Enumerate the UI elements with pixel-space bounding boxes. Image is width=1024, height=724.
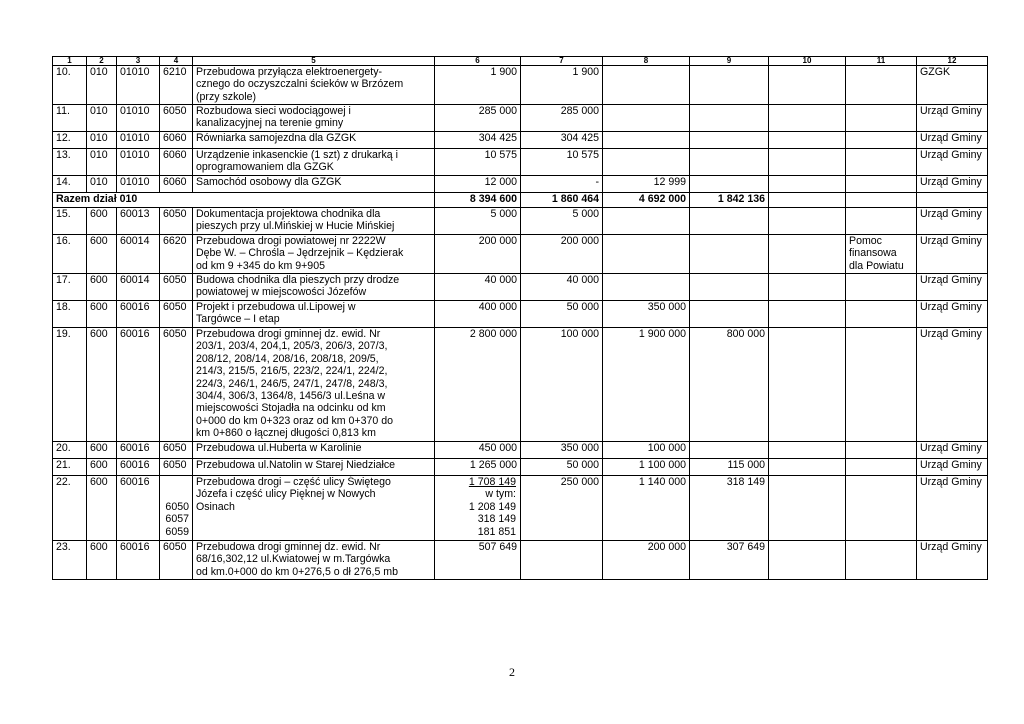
row-number: 18. — [53, 301, 87, 328]
paragraf-cell: 6050 6057 6059 — [160, 476, 193, 541]
table-row — [53, 208, 988, 235]
amount-cell: Urząd Gminy — [917, 132, 988, 149]
amount-cell: Urząd Gminy — [917, 459, 988, 476]
amount-cell: 350 000 — [603, 301, 690, 328]
amount-cell: 800 000 — [690, 328, 769, 442]
amount-cell: Urząd Gminy — [917, 541, 988, 580]
amount-cell — [603, 66, 690, 105]
amount-cell — [769, 176, 846, 193]
total-label: Razem dział 010 — [53, 193, 435, 208]
amount-cell: 200 000 — [521, 235, 603, 274]
amount-cell: 10 575 — [521, 149, 603, 176]
table-row — [53, 235, 988, 274]
column-number: 6 — [435, 57, 521, 66]
paragraf-cell: 6050 — [160, 442, 193, 459]
amount-cell: Urząd Gminy — [917, 476, 988, 541]
amount-cell: 40 000 — [521, 274, 603, 301]
amount-cell — [846, 301, 917, 328]
amount-cell: 100 000 — [521, 328, 603, 442]
amount-cell: 307 649 — [690, 541, 769, 580]
amount-cell: 318 149 — [690, 476, 769, 541]
amount-cell — [690, 274, 769, 301]
amount-cell: Urząd Gminy — [917, 301, 988, 328]
amount-cell — [846, 149, 917, 176]
amount-cell: Urząd Gminy — [917, 105, 988, 132]
total-row — [53, 193, 988, 208]
amount-cell: 12 999 — [603, 176, 690, 193]
column-number: 12 — [917, 57, 988, 66]
table-row — [53, 459, 988, 476]
amount-cell: 1 100 000 — [603, 459, 690, 476]
amount-cell — [603, 208, 690, 235]
row-number: 21. — [53, 459, 87, 476]
amount-cell — [603, 235, 690, 274]
row-number: 17. — [53, 274, 87, 301]
amount-cell: 50 000 — [521, 301, 603, 328]
column-number: 5 — [193, 57, 435, 66]
amount-cell — [769, 66, 846, 105]
total-amount: 4 692 000 — [603, 193, 690, 208]
rozdzial-cell: 01010 — [117, 149, 160, 176]
row-number: 22. — [53, 476, 87, 541]
table-row — [53, 274, 988, 301]
amount-cell: 507 649 — [435, 541, 521, 580]
paragraf-cell: 6060 — [160, 176, 193, 193]
column-number: 10 — [769, 57, 846, 66]
dzial-cell: 600 — [87, 301, 117, 328]
amount-cell: Urząd Gminy — [917, 176, 988, 193]
empty-cell — [769, 193, 846, 208]
task-name-cell: Projekt i przebudowa ul.Lipowej w Targówce – I etap — [193, 301, 435, 328]
amount-cell: 304 425 — [435, 132, 521, 149]
task-name-cell: Równiarka samojezdna dla GZGK — [193, 132, 435, 149]
rozdzial-cell: 60013 — [117, 208, 160, 235]
amount-cell — [846, 476, 917, 541]
rozdzial-cell: 60016 — [117, 442, 160, 459]
table-row — [53, 105, 988, 132]
row-number: 23. — [53, 541, 87, 580]
amount-cell — [846, 459, 917, 476]
rozdzial-cell: 60014 — [117, 235, 160, 274]
empty-cell — [846, 193, 917, 208]
amount-cell: 5 000 — [435, 208, 521, 235]
amount-cell — [769, 442, 846, 459]
total-amount: 1 860 464 — [521, 193, 603, 208]
amount-cell: 2 800 000 — [435, 328, 521, 442]
amount-cell — [769, 132, 846, 149]
amount-cell — [690, 105, 769, 132]
dzial-cell: 010 — [87, 105, 117, 132]
row-number: 20. — [53, 442, 87, 459]
row-number: 14. — [53, 176, 87, 193]
rozdzial-cell: 60016 — [117, 459, 160, 476]
amount-total: 1 708 149 — [468, 476, 516, 488]
task-name-cell: Dokumentacja projektowa chodnika dla pieszych przy ul.Mińskiej w Hucie Mińskiej — [193, 208, 435, 235]
dzial-cell: 600 — [87, 476, 117, 541]
table-row — [53, 149, 988, 176]
amount-cell: 115 000 — [690, 459, 769, 476]
total-amount: 8 394 600 — [435, 193, 521, 208]
amount-cell: 10 575 — [435, 149, 521, 176]
rozdzial-cell: 60014 — [117, 274, 160, 301]
task-name-cell: Rozbudowa sieci wodociągowej i kanalizacyjnej na terenie gminy — [193, 105, 435, 132]
rozdzial-cell: 60016 — [117, 476, 160, 541]
amount-cell — [435, 476, 521, 541]
rozdzial-cell: 01010 — [117, 132, 160, 149]
rozdzial-cell: 01010 — [117, 176, 160, 193]
amount-cell — [846, 208, 917, 235]
amount-cell — [769, 149, 846, 176]
amount-cell — [603, 105, 690, 132]
amount-cell: 100 000 — [603, 442, 690, 459]
dzial-cell: 600 — [87, 208, 117, 235]
dzial-cell: 600 — [87, 442, 117, 459]
column-number-header — [53, 57, 988, 66]
page-number: 2 — [509, 665, 515, 679]
amount-cell — [603, 274, 690, 301]
column-number: 4 — [160, 57, 193, 66]
row-number: 12. — [53, 132, 87, 149]
row-number: 19. — [53, 328, 87, 442]
amount-cell — [769, 328, 846, 442]
amount-cell — [846, 176, 917, 193]
column-number: 11 — [846, 57, 917, 66]
amount-cell: Urząd Gminy — [917, 235, 988, 274]
amount-cell — [769, 476, 846, 541]
column-number: 2 — [87, 57, 117, 66]
amount-cell: Urząd Gminy — [917, 442, 988, 459]
amount-cell: 285 000 — [435, 105, 521, 132]
total-amount: 1 842 136 — [690, 193, 769, 208]
amount-cell — [690, 66, 769, 105]
amount-cell — [846, 66, 917, 105]
amount-cell — [846, 328, 917, 442]
amount-cell — [690, 149, 769, 176]
amount-cell — [769, 301, 846, 328]
amount-cell: GZGK — [917, 66, 988, 105]
amount-cell: Urząd Gminy — [917, 328, 988, 442]
paragraf-cell: 6050 — [160, 301, 193, 328]
dzial-cell: 600 — [87, 459, 117, 476]
amount-cell — [690, 235, 769, 274]
paragraf-cell: 6620 — [160, 235, 193, 274]
paragraf-cell: 6050 — [160, 328, 193, 442]
dzial-cell: 600 — [87, 541, 117, 580]
column-number: 8 — [603, 57, 690, 66]
rozdzial-cell: 60016 — [117, 541, 160, 580]
table-row — [53, 176, 988, 193]
amount-cell: 200 000 — [435, 235, 521, 274]
amount-cell — [690, 442, 769, 459]
amount-cell — [846, 105, 917, 132]
task-name-cell: Przebudowa drogi gminnej dz. ewid. Nr 203/1, 203/4, 204,1, 205/3, 206/3, 207/3, 208/12, 208/14, 208/16, 208/18, 209/5, 214/3, 215/5, 216/5, 223/2, 224/1, 224/2, 224/3, 246/1, 246/5, 247/1, 247/8, 248/3, 304/4, 306/3, 1364/8, 1456/3 ul.Leśna w miejscowości Stojadła na odcinku od km 0+000 do km 0+323 oraz od km 0+370 do km 0+860 o łącznej długości 0,813 km — [193, 328, 435, 442]
amount-cell — [846, 132, 917, 149]
column-number: 1 — [53, 57, 87, 66]
rozdzial-cell: 01010 — [117, 105, 160, 132]
amount-cell: 1 900 — [521, 66, 603, 105]
paragraf-cell: 6060 — [160, 132, 193, 149]
amount-cell — [603, 149, 690, 176]
paragraf-cell: 6050 — [160, 274, 193, 301]
task-name-cell: Przebudowa ul.Huberta w Karolinie — [193, 442, 435, 459]
paragraf-cell: 6050 — [160, 459, 193, 476]
amount-cell: 1 900 000 — [603, 328, 690, 442]
column-number: 9 — [690, 57, 769, 66]
amount-cell — [690, 301, 769, 328]
amount-cell — [769, 208, 846, 235]
amount-cell: 304 425 — [521, 132, 603, 149]
amount-cell — [769, 105, 846, 132]
table-row — [53, 328, 988, 442]
amount-cell: 400 000 — [435, 301, 521, 328]
table-row — [53, 66, 988, 105]
rozdzial-cell: 60016 — [117, 328, 160, 442]
table-row — [53, 132, 988, 149]
investment-table — [52, 56, 988, 580]
amount-cell: Urząd Gminy — [917, 149, 988, 176]
dzial-cell: 010 — [87, 132, 117, 149]
task-name-cell: Przebudowa przyłącza elektroenergety- cznego do oczyszczalni ścieków w Brzózem (przy szkole) — [193, 66, 435, 105]
amount-breakdown: w tym: 1 208 149 318 149 181 851 — [468, 488, 516, 538]
amount-cell: Urząd Gminy — [917, 274, 988, 301]
row-number: 10. — [53, 66, 87, 105]
task-name-cell: Urządzenie inkasenckie (1 szt) z drukarką i oprogramowaniem dla GZGK — [193, 149, 435, 176]
amount-cell: 1 140 000 — [603, 476, 690, 541]
table-row — [53, 301, 988, 328]
amount-cell — [690, 176, 769, 193]
amount-cell — [690, 132, 769, 149]
table-row — [53, 442, 988, 459]
dzial-cell: 600 — [87, 235, 117, 274]
paragraf-cell: 6050 — [160, 208, 193, 235]
amount-cell: 285 000 — [521, 105, 603, 132]
dzial-cell: 600 — [87, 328, 117, 442]
amount-cell — [846, 274, 917, 301]
amount-cell: - — [521, 176, 603, 193]
paragraf-cell: 6050 — [160, 541, 193, 580]
amount-cell — [846, 541, 917, 580]
amount-cell — [769, 541, 846, 580]
table-row — [53, 476, 988, 541]
paragraf-cell: 6210 — [160, 66, 193, 105]
dzial-cell: 600 — [87, 274, 117, 301]
amount-cell — [769, 235, 846, 274]
amount-cell — [769, 274, 846, 301]
amount-cell: 200 000 — [603, 541, 690, 580]
table-row — [53, 541, 988, 580]
column-number: 3 — [117, 57, 160, 66]
empty-cell — [917, 193, 988, 208]
amount-cell: 1 265 000 — [435, 459, 521, 476]
amount-cell: 5 000 — [521, 208, 603, 235]
amount-cell: 1 900 — [435, 66, 521, 105]
amount-cell: 350 000 — [521, 442, 603, 459]
row-number: 11. — [53, 105, 87, 132]
amount-cell — [690, 208, 769, 235]
amount-cell: 40 000 — [435, 274, 521, 301]
amount-cell — [846, 442, 917, 459]
amount-cell: 50 000 — [521, 459, 603, 476]
amount-cell: Pomoc finansowa dla Powiatu — [846, 235, 917, 274]
row-number: 16. — [53, 235, 87, 274]
amount-cell — [769, 459, 846, 476]
task-name-cell: Samochód osobowy dla GZGK — [193, 176, 435, 193]
amount-cell: Urząd Gminy — [917, 208, 988, 235]
task-name-cell: Przebudowa drogi powiatowej nr 2222W Dębe W. – Chrośla – Jędrzejnik – Kędzierak od km 9 +345 do km 9+905 — [193, 235, 435, 274]
dzial-cell: 010 — [87, 149, 117, 176]
amount-cell: 250 000 — [521, 476, 603, 541]
row-number: 15. — [53, 208, 87, 235]
amount-cell — [603, 132, 690, 149]
task-name-cell: Przebudowa drogi gminnej dz. ewid. Nr 68/16,302,12 ul.Kwiatowej w m.Targówka od km.0+000 do km 0+276,5 o dł 276,5 mb — [193, 541, 435, 580]
amount-cell — [521, 541, 603, 580]
row-number: 13. — [53, 149, 87, 176]
paragraf-cell: 6060 — [160, 149, 193, 176]
task-name-cell: Przebudowa ul.Natolin w Starej Niedziałce — [193, 459, 435, 476]
rozdzial-cell: 60016 — [117, 301, 160, 328]
dzial-cell: 010 — [87, 176, 117, 193]
task-name-cell: Przebudowa drogi – część ulicy Świętego Józefa i część ulicy Pięknej w Nowych Osinach — [193, 476, 435, 541]
dzial-cell: 010 — [87, 66, 117, 105]
task-name-cell: Budowa chodnika dla pieszych przy drodze powiatowej w miejscowości Józefów — [193, 274, 435, 301]
rozdzial-cell: 01010 — [117, 66, 160, 105]
amount-cell: 12 000 — [435, 176, 521, 193]
column-number: 7 — [521, 57, 603, 66]
amount-cell: 450 000 — [435, 442, 521, 459]
paragraf-cell: 6050 — [160, 105, 193, 132]
